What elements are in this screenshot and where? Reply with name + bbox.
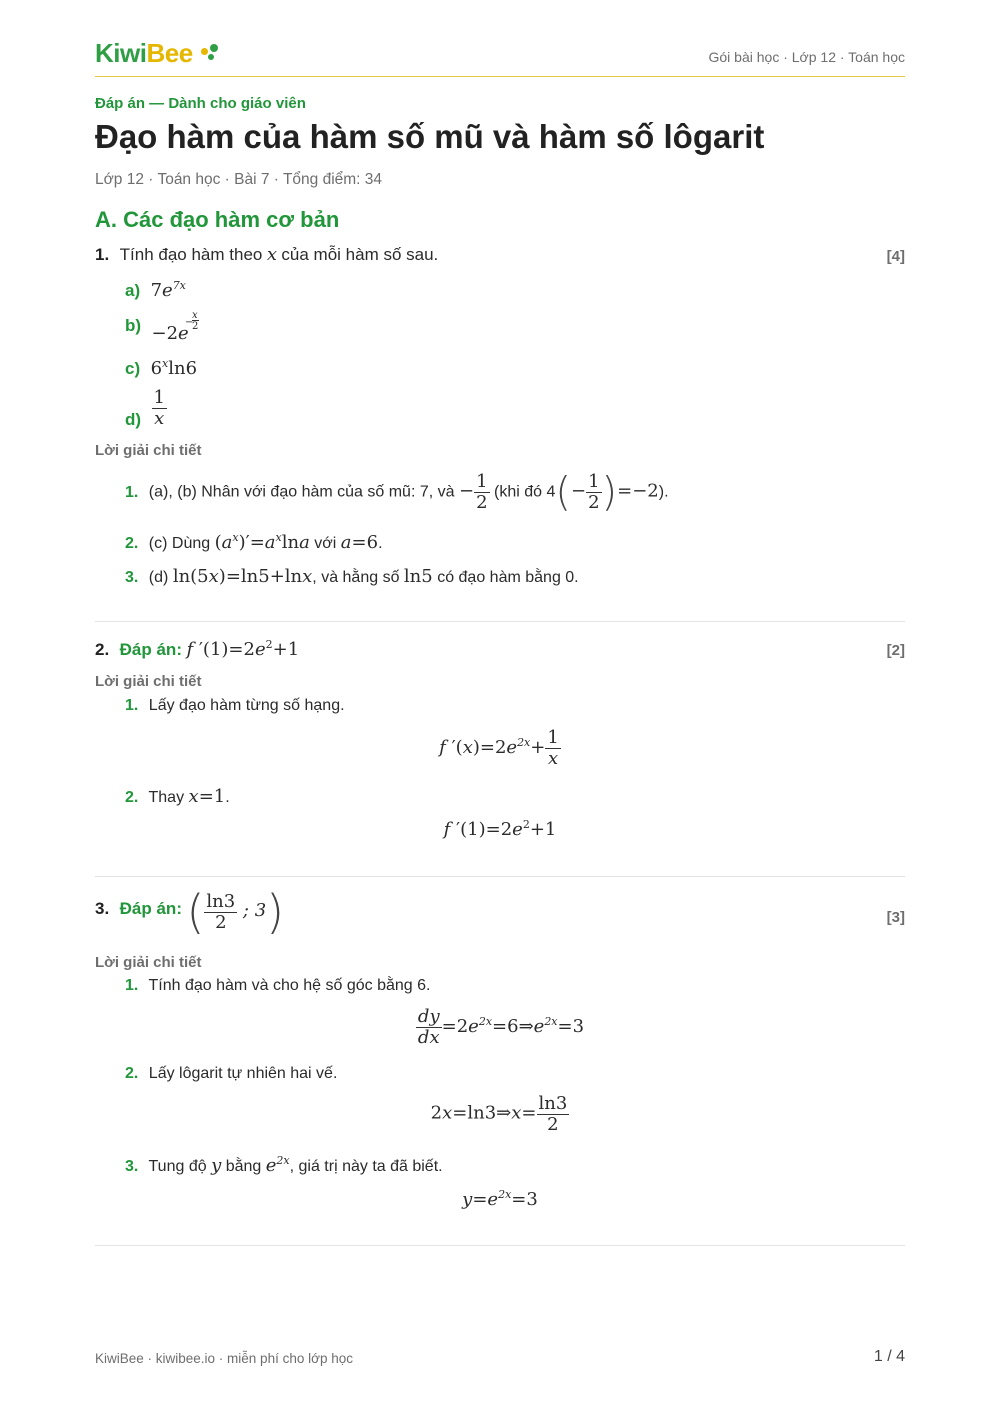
kiwibee-logo[interactable]	[95, 38, 193, 69]
question-number: 3.	[95, 899, 110, 919]
math-expression: x=1	[188, 786, 226, 807]
solution-label: Lời giải chi tiết	[95, 442, 202, 459]
question-text: Tính đạo hàm theo	[119, 245, 263, 264]
display-equation: f $'(x)=2e^{2x}+$ $\frac{1}{x}$	[439, 727, 559, 769]
step-number: 2.	[125, 535, 139, 552]
step-number: 2.	[125, 1065, 139, 1082]
logo-dots-icon	[199, 44, 219, 62]
math-expression: 6$^x$ln6	[150, 357, 198, 379]
solution-label: Lời giải chi tiết	[95, 673, 202, 690]
step-number: 3.	[125, 1158, 139, 1175]
solution-step	[125, 977, 430, 995]
step-text: Thay	[148, 789, 185, 806]
math-expression: −2e	[151, 323, 189, 344]
step-text: ).	[658, 483, 669, 501]
part-label: d)	[125, 409, 142, 429]
marks-badge: [3]	[886, 909, 905, 926]
page-title: Đạo hàm của hàm số mũ và hàm số lôgarit	[95, 118, 765, 155]
step-text: Tính đạo hàm và cho hệ số góc bằng 6.	[148, 977, 431, 994]
step-text: (khi đó 4	[493, 483, 556, 501]
display-equation: f $'(1)=2e^2+1$	[443, 818, 557, 840]
document-kicker: Đáp án — Dành cho giáo viên	[95, 95, 306, 112]
answer-label: Đáp án:	[119, 899, 182, 919]
logo-text-bee: Bee	[146, 38, 193, 68]
solution-step	[125, 1065, 337, 1083]
solution-step	[125, 566, 579, 587]
math-fraction: $\frac{1}{x}$	[153, 387, 165, 429]
math-var-y: y	[211, 1155, 222, 1176]
question-divider	[95, 876, 905, 877]
answer-label: Đáp án:	[119, 640, 182, 659]
step-number: 1.	[125, 697, 139, 714]
section-heading: A. Các đạo hàm cơ bản	[95, 207, 340, 232]
answer-expression: f $'(1)=2e^2+1$	[186, 638, 300, 660]
solution-step	[125, 697, 345, 715]
math-expression: $7e^{7x}$	[150, 279, 186, 301]
display-equation: $\frac{dy}{dx}$ $=2e^{2x}=6\Rightarrow e^{2x}=3$	[417, 1006, 585, 1048]
part-label: b)	[125, 316, 142, 335]
logo-text-kiwi: Kiwi	[95, 38, 147, 68]
page-number: 1 / 4	[873, 1348, 905, 1365]
question-number: 1.	[95, 245, 110, 264]
math-expression: a=6	[340, 532, 379, 553]
math-expression: $(a^x)'=a^x\ln a$	[214, 531, 310, 553]
marks-badge: [2]	[886, 642, 905, 659]
step-number: 1.	[125, 483, 139, 501]
document-meta: Lớp 12 · Toán học · Bài 7 · Tổng điểm: 34	[95, 171, 383, 188]
header-divider	[95, 76, 905, 77]
solution-step: 2. (c) Dùng $(a^x)'=a^x\ln a$ với a=6.	[125, 531, 383, 553]
solution-step: 2. Thay x=1.	[125, 786, 230, 807]
step-text: (d)	[148, 569, 169, 586]
step-text: (c) Dùng	[148, 535, 211, 552]
display-equation: 2x=ln3⇒x= $\frac{\ln 3}{2}$	[430, 1093, 568, 1135]
math-expression: ln5	[403, 566, 433, 587]
solution-step	[125, 1154, 443, 1176]
step-text: , và hằng số	[312, 569, 400, 586]
part-label: a)	[125, 281, 141, 300]
question-divider	[95, 1245, 905, 1246]
answer-expression: ( $\frac{\ln 3}{2}$ ; 3)	[186, 885, 285, 939]
step-number: 2.	[125, 789, 139, 806]
question-text-end: của mỗi hàm số sau.	[281, 245, 439, 264]
question-number: 2.	[95, 640, 110, 659]
step-text: Tung độ	[148, 1158, 207, 1175]
math-expression: $e^{2x}$	[265, 1154, 290, 1176]
part-d	[125, 388, 167, 429]
step-text: Lấy lôgarit tự nhiên hai vế.	[148, 1065, 338, 1082]
solution-label: Lời giải chi tiết	[95, 954, 202, 971]
page	[95, 0, 905, 1413]
solution-step: 1. (a), (b) Nhân với đạo hàm của số mũ: 7, và − $\frac{1}{2}$ (khi đó 4(− $\frac{1}{2}$ )=−2).	[125, 469, 669, 516]
part-c	[125, 357, 197, 379]
part-b: b) −2e − x 2	[125, 310, 199, 344]
math-expression: ln(5x)=ln5+lnx	[172, 566, 313, 587]
step-text: bằng	[225, 1158, 262, 1175]
question-1	[95, 244, 438, 265]
display-equation: $y=e^{2x}=3$	[462, 1188, 538, 1210]
step-text: (a), (b) Nhân với đạo hàm của số mũ: 7, và	[148, 483, 455, 501]
question-divider	[95, 621, 905, 622]
math-var-x: x	[266, 244, 277, 265]
math-fraction: $\frac{1}{2}$	[476, 471, 488, 513]
math-fraction: $\frac{1}{2}$	[588, 471, 600, 513]
step-number: 1.	[125, 977, 139, 994]
step-text: với	[314, 535, 337, 552]
footer-text: KiwiBee · kiwibee.io · miễn phí cho lớp học	[95, 1351, 353, 1366]
marks-badge: [4]	[886, 248, 905, 265]
question-3	[95, 885, 285, 939]
breadcrumb: Gói bài học · Lớp 12 · Toán học	[708, 49, 905, 65]
step-text: , giá trị này ta đã biết.	[289, 1158, 443, 1175]
step-number: 3.	[125, 569, 139, 586]
part-a	[125, 279, 186, 301]
part-label: c)	[125, 359, 141, 378]
step-text: có đạo hàm bằng 0.	[437, 569, 579, 586]
step-text: Lấy đạo hàm từng số hạng.	[148, 697, 345, 714]
question-2	[95, 638, 299, 660]
